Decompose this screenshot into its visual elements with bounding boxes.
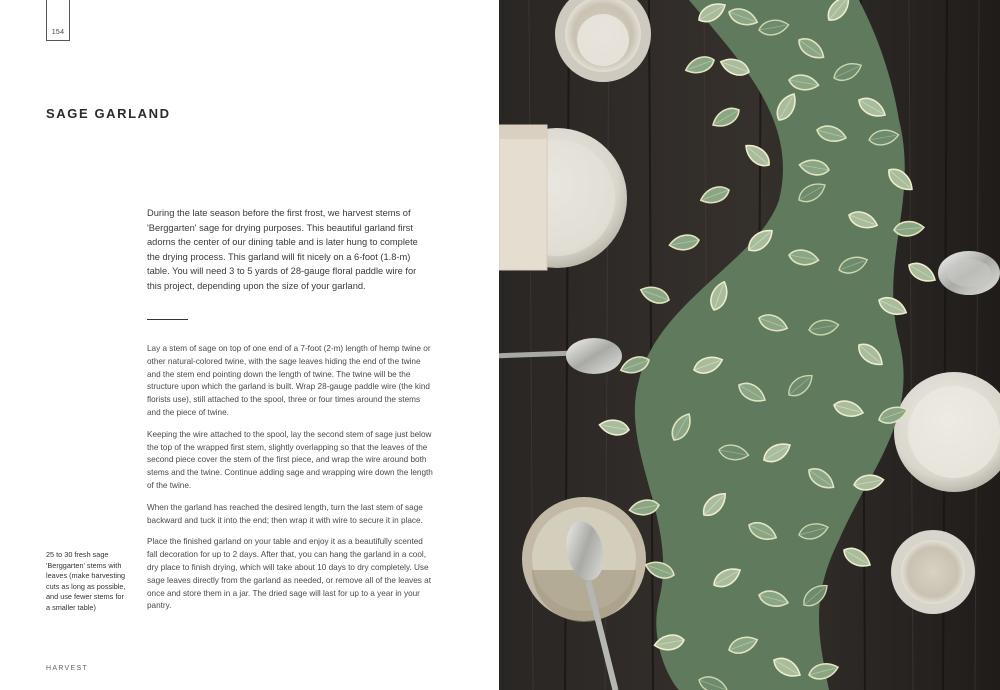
step-paragraph-3: When the garland has reached the desired length, turn the last stem of sage backward and tuck it into the end; then wrap it with wire to secure it in place. — [147, 502, 423, 525]
left-page — [0, 0, 499, 690]
step-paragraph-1: Lay a stem of sage on top of one end of a 7-foot (2-m) length of hemp twine or other natural-colored twine, with the sage leaves hiding the end of the twine and the stem end pointing down the length of twine. The twine will be the structure upon which the garland is built. Wrap 28-gauge paddle wire (the kind florists use), still attached to the spool, three or four times around the stems and the piece of twine. — [147, 344, 431, 417]
divider-rule — [147, 319, 188, 320]
page-number: 154 — [51, 29, 65, 36]
section-footer: HARVEST — [46, 665, 89, 672]
page-number-box — [46, 0, 70, 41]
materials-sidenote: 25 to 30 fresh sage 'Berggarten' stems with leaves (make harvesting cuts as long as possible, and use fewer stems for a smaller table) — [46, 550, 126, 612]
step-paragraph-4: Place the finished garland on your table and enjoy it as a beautifully scented fall decoration for up to 2 days. After that, you can hang the garland in a cool, dry place to finish drying, which will take about 10 days to dry completely. Use sage leaves directly from the garland as needed, or remove all of the leaves at once and store them in a jar. The dried sage will last for up to a year in your pantry. — [147, 537, 431, 611]
intro-paragraph: During the late season before the first frost, we harvest stems of 'Berggarten' sage for drying purposes. This beautiful garland first adorns the center of our dining table and is later hung to complete the drying process. This garland will fit nicely on a 6-foot (1.8-m) table. You will need 3 to 5 yards of 28-gauge floral paddle wire for this project, depending upon the size of your garland. — [147, 208, 418, 291]
sage-garland-photo — [499, 0, 1000, 690]
page-title: SAGE GARLAND — [46, 106, 171, 121]
instructions — [147, 343, 435, 622]
step-paragraph-2: Keeping the wire attached to the spool, lay the second stem of sage just below the top of the wrapped first stem, slightly overlapping so that the leaves of the second piece cover the stem of the first piece, and wrap the wire around both stems and the twine. Continue adding sage and wrapping wire down the length of the twine. — [147, 429, 433, 490]
